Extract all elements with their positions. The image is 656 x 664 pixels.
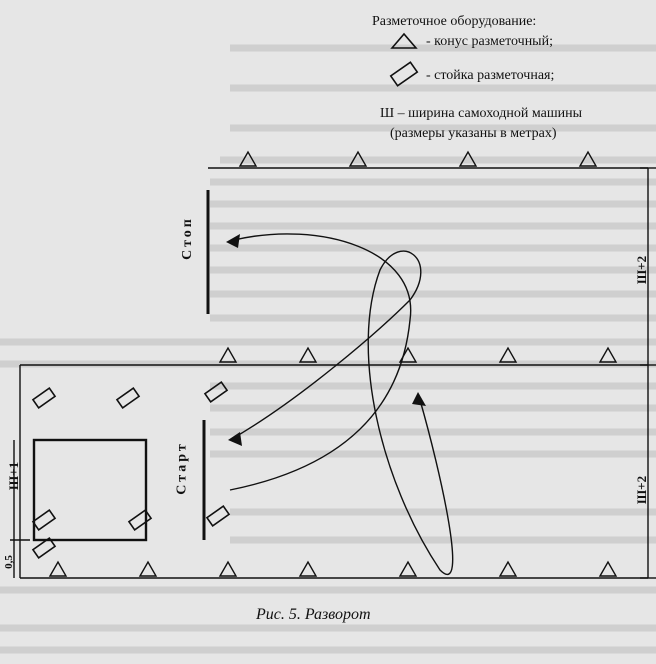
cone-icon [50, 562, 66, 576]
legend-post-label: - стойка разметочная; [426, 68, 555, 83]
dimension-vehicle-label: Ш+1 [6, 461, 22, 491]
width-note-line1: Ш – ширина самоходной машины [380, 106, 583, 121]
cone-icon [220, 348, 236, 362]
start-label: Старт [174, 441, 190, 495]
cone-icon [500, 348, 516, 362]
cone-icon [600, 348, 616, 362]
maneuver-path-loop [230, 251, 453, 574]
post-icon [117, 388, 139, 408]
dimension-gap-label: 0,5 [2, 555, 15, 569]
cone-icon [300, 562, 316, 576]
width-note-line2: (размеры указаны в метрах) [390, 126, 557, 141]
background-bleed [0, 48, 656, 650]
post-icon [33, 388, 55, 408]
post-icon [207, 506, 229, 526]
dimension-upper-label: Ш+2 [634, 255, 650, 285]
cone-icon [500, 562, 516, 576]
cone-icon [400, 562, 416, 576]
figure-caption: Рис. 5. Разворот [256, 606, 371, 623]
arrowhead-loop [412, 392, 426, 406]
post-icon [33, 510, 55, 530]
cone-icon [300, 348, 316, 362]
legend-post-icon [391, 62, 418, 86]
legend-title: Разметочное оборудование: [372, 14, 537, 29]
vehicle-box [34, 440, 146, 540]
stop-label: Стоп [179, 216, 195, 260]
cone-icon [220, 562, 236, 576]
post-icon [205, 382, 227, 402]
cone-icon [140, 562, 156, 576]
cone-icon [600, 562, 616, 576]
post-icon [129, 510, 151, 530]
legend-cone-label: - конус разметочный; [426, 34, 553, 49]
dimension-lower-label: Ш+2 [634, 475, 650, 505]
